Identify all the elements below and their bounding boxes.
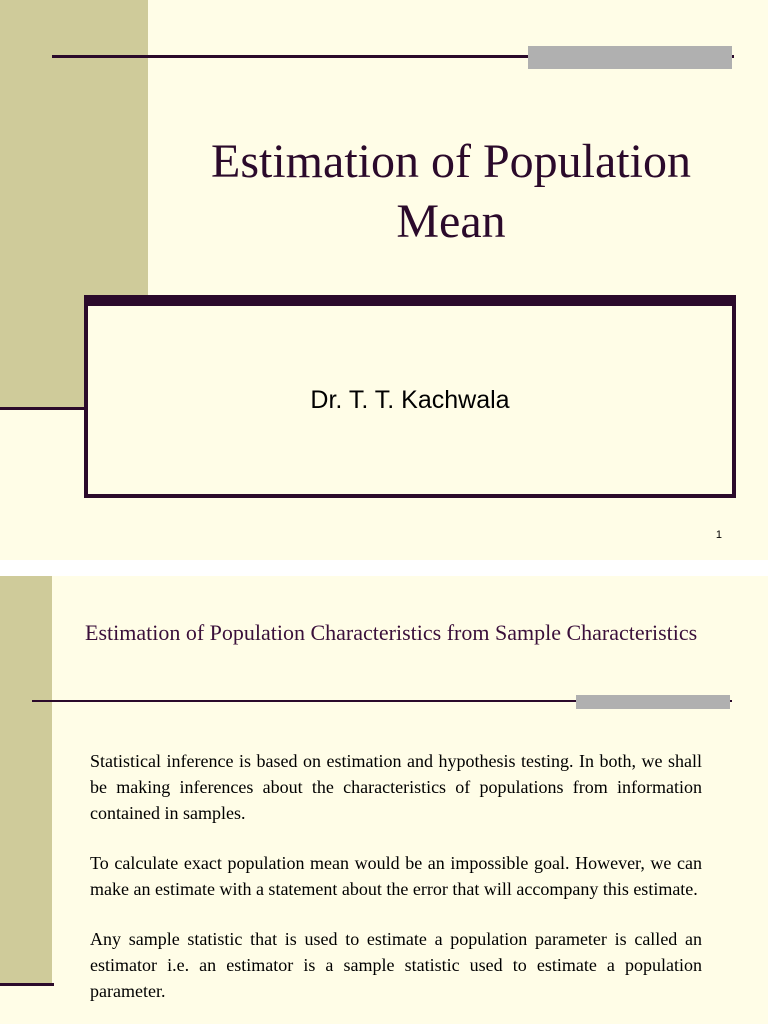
slide-1-left-line <box>0 407 86 410</box>
paragraph: To calculate exact population mean would be an impossible goal. However, we can make an estimate with a statement about the error that will accompany this estimate. <box>90 853 702 899</box>
slide-2-bottom-line <box>0 983 54 986</box>
slide-2-heading: Estimation of Population Characteristics from Sample Characteristics <box>85 620 698 645</box>
slide-1-title: Estimation of Population Mean <box>211 135 691 248</box>
slide-2-body <box>90 748 702 1024</box>
author-box <box>84 306 736 498</box>
slide-2-sidebar <box>0 576 52 986</box>
slide-2-gray-bar <box>576 695 730 709</box>
author-name: Dr. T. T. Kachwala <box>310 386 510 414</box>
slide-divider <box>0 560 768 576</box>
page-number: 1 <box>715 529 722 541</box>
paragraph: Any sample statistic that is used to estimate a population parameter is called an estimator i.e. an estimator is a sample statistic used to estimate a population parameter. <box>90 929 702 1001</box>
paragraph: Statistical inference is based on estimation and hypothesis testing. In both, we shall be making inferences about the characteristics of populations from information contained in samples. <box>90 751 702 823</box>
slide-2 <box>0 576 768 1024</box>
slide-1-gray-bar <box>528 46 732 69</box>
